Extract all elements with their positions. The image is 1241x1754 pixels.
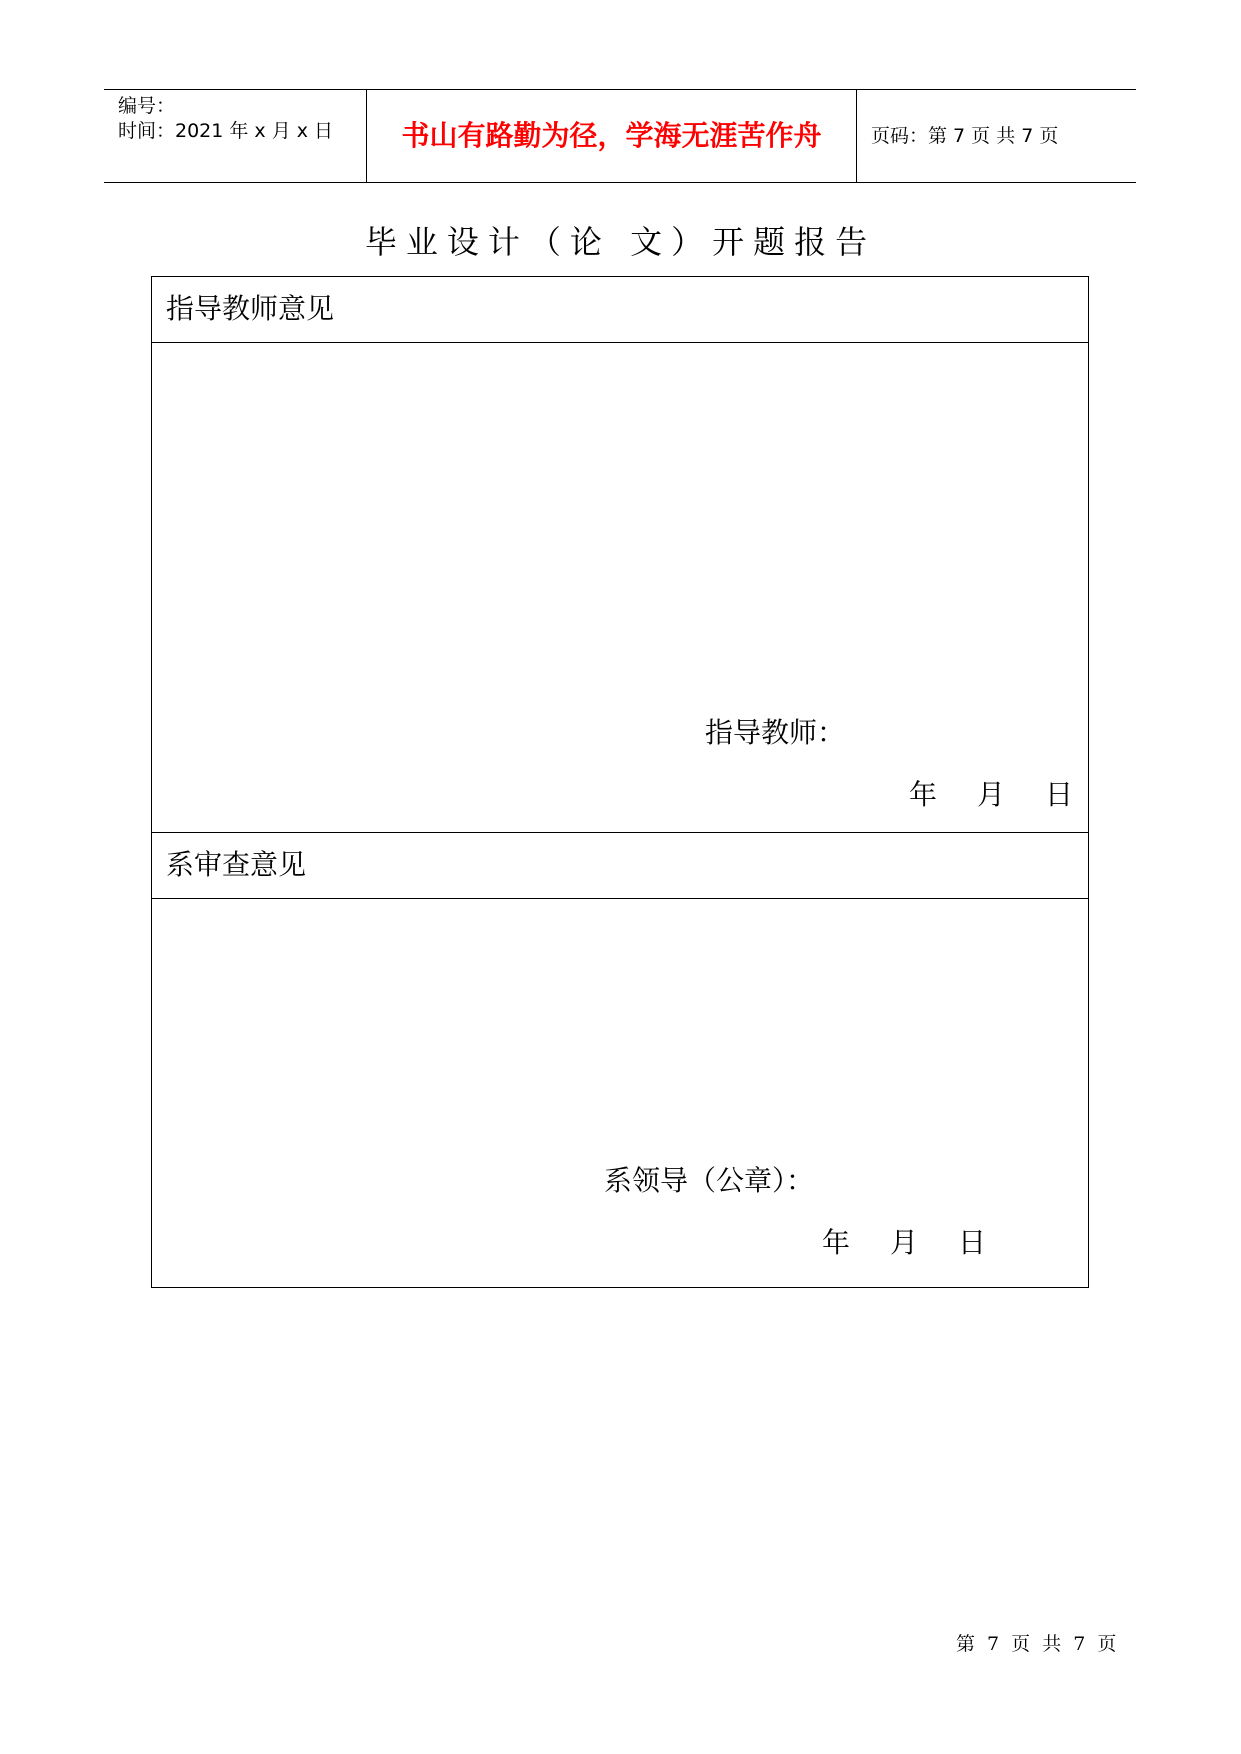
date-day: 日 <box>1045 778 1074 811</box>
department-review-header <box>152 833 1088 899</box>
page-title: 毕业设计（论 文）开题报告 <box>364 223 877 261</box>
department-leader-signature-label: 系领导（公章）： <box>604 1164 815 1197</box>
advisor-opinion-body <box>152 343 1088 833</box>
advisor-date <box>909 777 1073 813</box>
header-page-info: 页码：第 7 页 共 7 页 <box>871 125 1059 147</box>
date-year: 年 <box>909 778 938 811</box>
advisor-signature-label: 指导教师： <box>705 716 846 749</box>
date-year: 年 <box>822 1226 851 1259</box>
page-footer-number: 第 7 页 共 7 页 <box>956 1633 1117 1655</box>
header-page-cell <box>857 90 1136 182</box>
date-month: 月 <box>890 1226 919 1259</box>
advisor-opinion-label: 指导教师意见 <box>166 292 335 325</box>
date-month: 月 <box>977 778 1006 811</box>
department-review-body <box>152 899 1088 1287</box>
date-day: 日 <box>958 1226 987 1259</box>
report-form-table <box>151 276 1089 1288</box>
header-info-cell <box>104 90 366 182</box>
document-time-label: 时间：2021 年 x 月 x 日 <box>118 120 334 142</box>
header-motto: 书山有路勤为径，学海无涯苦作舟 <box>401 119 822 152</box>
department-review-label: 系审查意见 <box>166 848 307 881</box>
document-number-label: 编号： <box>118 95 176 117</box>
advisor-opinion-header <box>152 277 1088 343</box>
department-date <box>822 1225 986 1261</box>
header-motto-cell <box>366 90 857 182</box>
page-header <box>104 89 1136 183</box>
